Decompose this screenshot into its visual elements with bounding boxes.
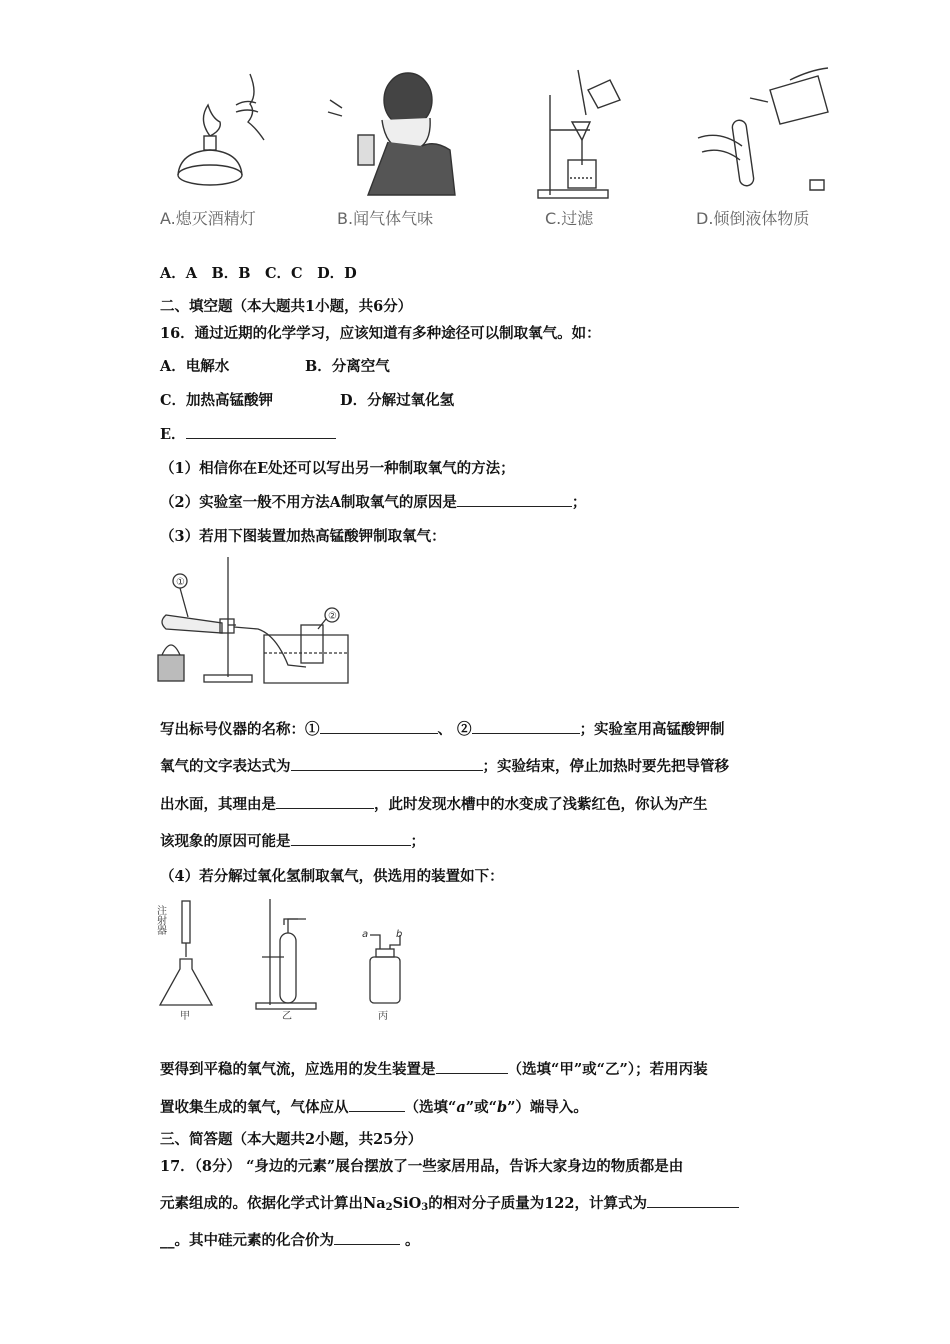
para-l3-a: 出水面，其理由是: [160, 796, 276, 813]
part2-blank[interactable]: [457, 492, 572, 507]
para-l2-b: ；实验结束，停止加热时要先把导管移: [482, 758, 729, 775]
q17-l3-b: 。: [400, 1232, 420, 1249]
p4-l1-a: 要得到平稳的氧气流，应选用的发生装置是: [160, 1061, 436, 1078]
figure-h2o2-apparatus: [154, 895, 418, 1025]
label-bing: 丙: [378, 1011, 388, 1022]
pouring-liquid-drawing: [698, 68, 828, 190]
para-line-4: [160, 830, 425, 851]
blank-valence[interactable]: [334, 1230, 400, 1245]
blank-word-equation[interactable]: [291, 756, 483, 771]
p4-letter-a: a: [456, 1099, 466, 1116]
p4-line-2: [160, 1096, 588, 1117]
q17-sub-2: 3: [421, 1202, 429, 1213]
q17-l2-c: 的相对分子质量为122，计算式为: [428, 1195, 647, 1212]
q16-option-c: C．加热高锰酸钾: [160, 392, 274, 409]
blank-calculation[interactable]: [647, 1193, 739, 1208]
answer-choices: A．A B．B C．C D．D: [160, 265, 357, 282]
figure-lab-operations: [150, 60, 850, 200]
q16-option-e: [160, 423, 336, 444]
q16-part1: （1）相信你在E处还可以写出另一种制取氧气的方法；: [160, 460, 515, 477]
option-e-blank[interactable]: [186, 424, 336, 439]
blank-instrument-1[interactable]: [320, 719, 438, 734]
label-1: ①: [176, 577, 185, 588]
label-b: b: [396, 929, 403, 940]
para-line-1: [160, 718, 725, 739]
para-l1-c: ；实验室用高锰酸钾制: [579, 721, 725, 738]
p4-l2-mid: ”或“: [465, 1099, 497, 1116]
figure-kmno4-apparatus: [158, 555, 358, 685]
blank-generator[interactable]: [436, 1059, 508, 1074]
blank-instrument-2[interactable]: [472, 719, 580, 734]
q16-option-b: B．分离空气: [305, 358, 390, 375]
para-l4-a: 该现象的原因可能是: [160, 833, 291, 850]
boy-smelling-drawing: [328, 73, 455, 195]
q16-option-a: A．电解水: [160, 358, 230, 375]
caption-a: A.熄灭酒精灯: [160, 209, 256, 228]
p4-l2-c: ”）端导入。: [507, 1099, 588, 1116]
section2-heading: 二、填空题（本大题共1小题，共6分）: [160, 298, 413, 315]
alcohol-lamp-drawing: [178, 74, 264, 185]
part2-text: （2）实验室一般不用方法A制取氧气的原因是: [160, 494, 457, 511]
para-l2-a: 氧气的文字表达式为: [160, 758, 291, 775]
label-syringe: 注射器: [154, 905, 166, 935]
caption-b: B.闻气体气味: [337, 209, 434, 228]
q17-l2-a: 元素组成的。依据化学式计算出Na: [160, 1195, 386, 1212]
p4-l2-a: 置收集生成的氧气，气体应从: [160, 1099, 349, 1116]
q17-l2-b: SiO: [392, 1195, 422, 1212]
para-l3-b: ，此时发现水槽中的水变成了浅紫红色，你认为产生: [374, 796, 708, 813]
filtration-drawing: [538, 70, 620, 198]
para-l1-a: 写出标号仪器的名称：①: [160, 721, 320, 738]
option-e-label: E．: [160, 426, 186, 443]
part2-end: ；: [571, 494, 587, 511]
q16-stem: 16．通过近期的化学学习，应该知道有多种途径可以制取氧气。如：: [160, 325, 601, 342]
label-a: a: [362, 929, 369, 940]
p4-l2-b: （选填“: [404, 1099, 457, 1116]
q17-line-3: [160, 1229, 420, 1250]
q16-option-d: D．分解过氧化氢: [340, 392, 455, 409]
para-l1-b: 、 ②: [437, 721, 472, 738]
q16-part3: （3）若用下图装置加热高锰酸钾制取氧气：: [160, 528, 446, 545]
section3-heading: 三、简答题（本大题共2小题，共25分）: [160, 1131, 423, 1148]
q16-part4: （4）若分解过氧化氢制取氧气，供选用的装置如下：: [160, 868, 504, 885]
p4-l1-b: （选填“甲”或“乙”）；若用丙装: [507, 1061, 708, 1078]
caption-c: C.过滤: [545, 209, 594, 228]
para-line-3: [160, 793, 708, 814]
p4-line-1: [160, 1058, 708, 1079]
blank-inlet[interactable]: [349, 1097, 405, 1112]
label-jia: 甲: [180, 1011, 190, 1022]
para-line-2: [160, 755, 729, 776]
label-2: ②: [328, 611, 337, 622]
blank-cause[interactable]: [291, 831, 411, 846]
label-yi: 乙: [282, 1011, 292, 1022]
blank-reason[interactable]: [276, 794, 374, 809]
q16-part2: [160, 491, 586, 512]
para-l4-b: ；: [410, 833, 425, 850]
q17-line-2: [160, 1192, 739, 1213]
p4-letter-b: b: [496, 1099, 508, 1116]
q17-line-1: 17．（8分） “身边的元素”展台摆放了一些家居用品，告诉大家身边的物质都是由: [160, 1158, 684, 1175]
caption-d: D.倾倒液体物质: [696, 209, 810, 228]
q17-l3-a: __。其中硅元素的化合价为: [160, 1232, 334, 1249]
q17-sub-1: 2: [385, 1202, 393, 1213]
